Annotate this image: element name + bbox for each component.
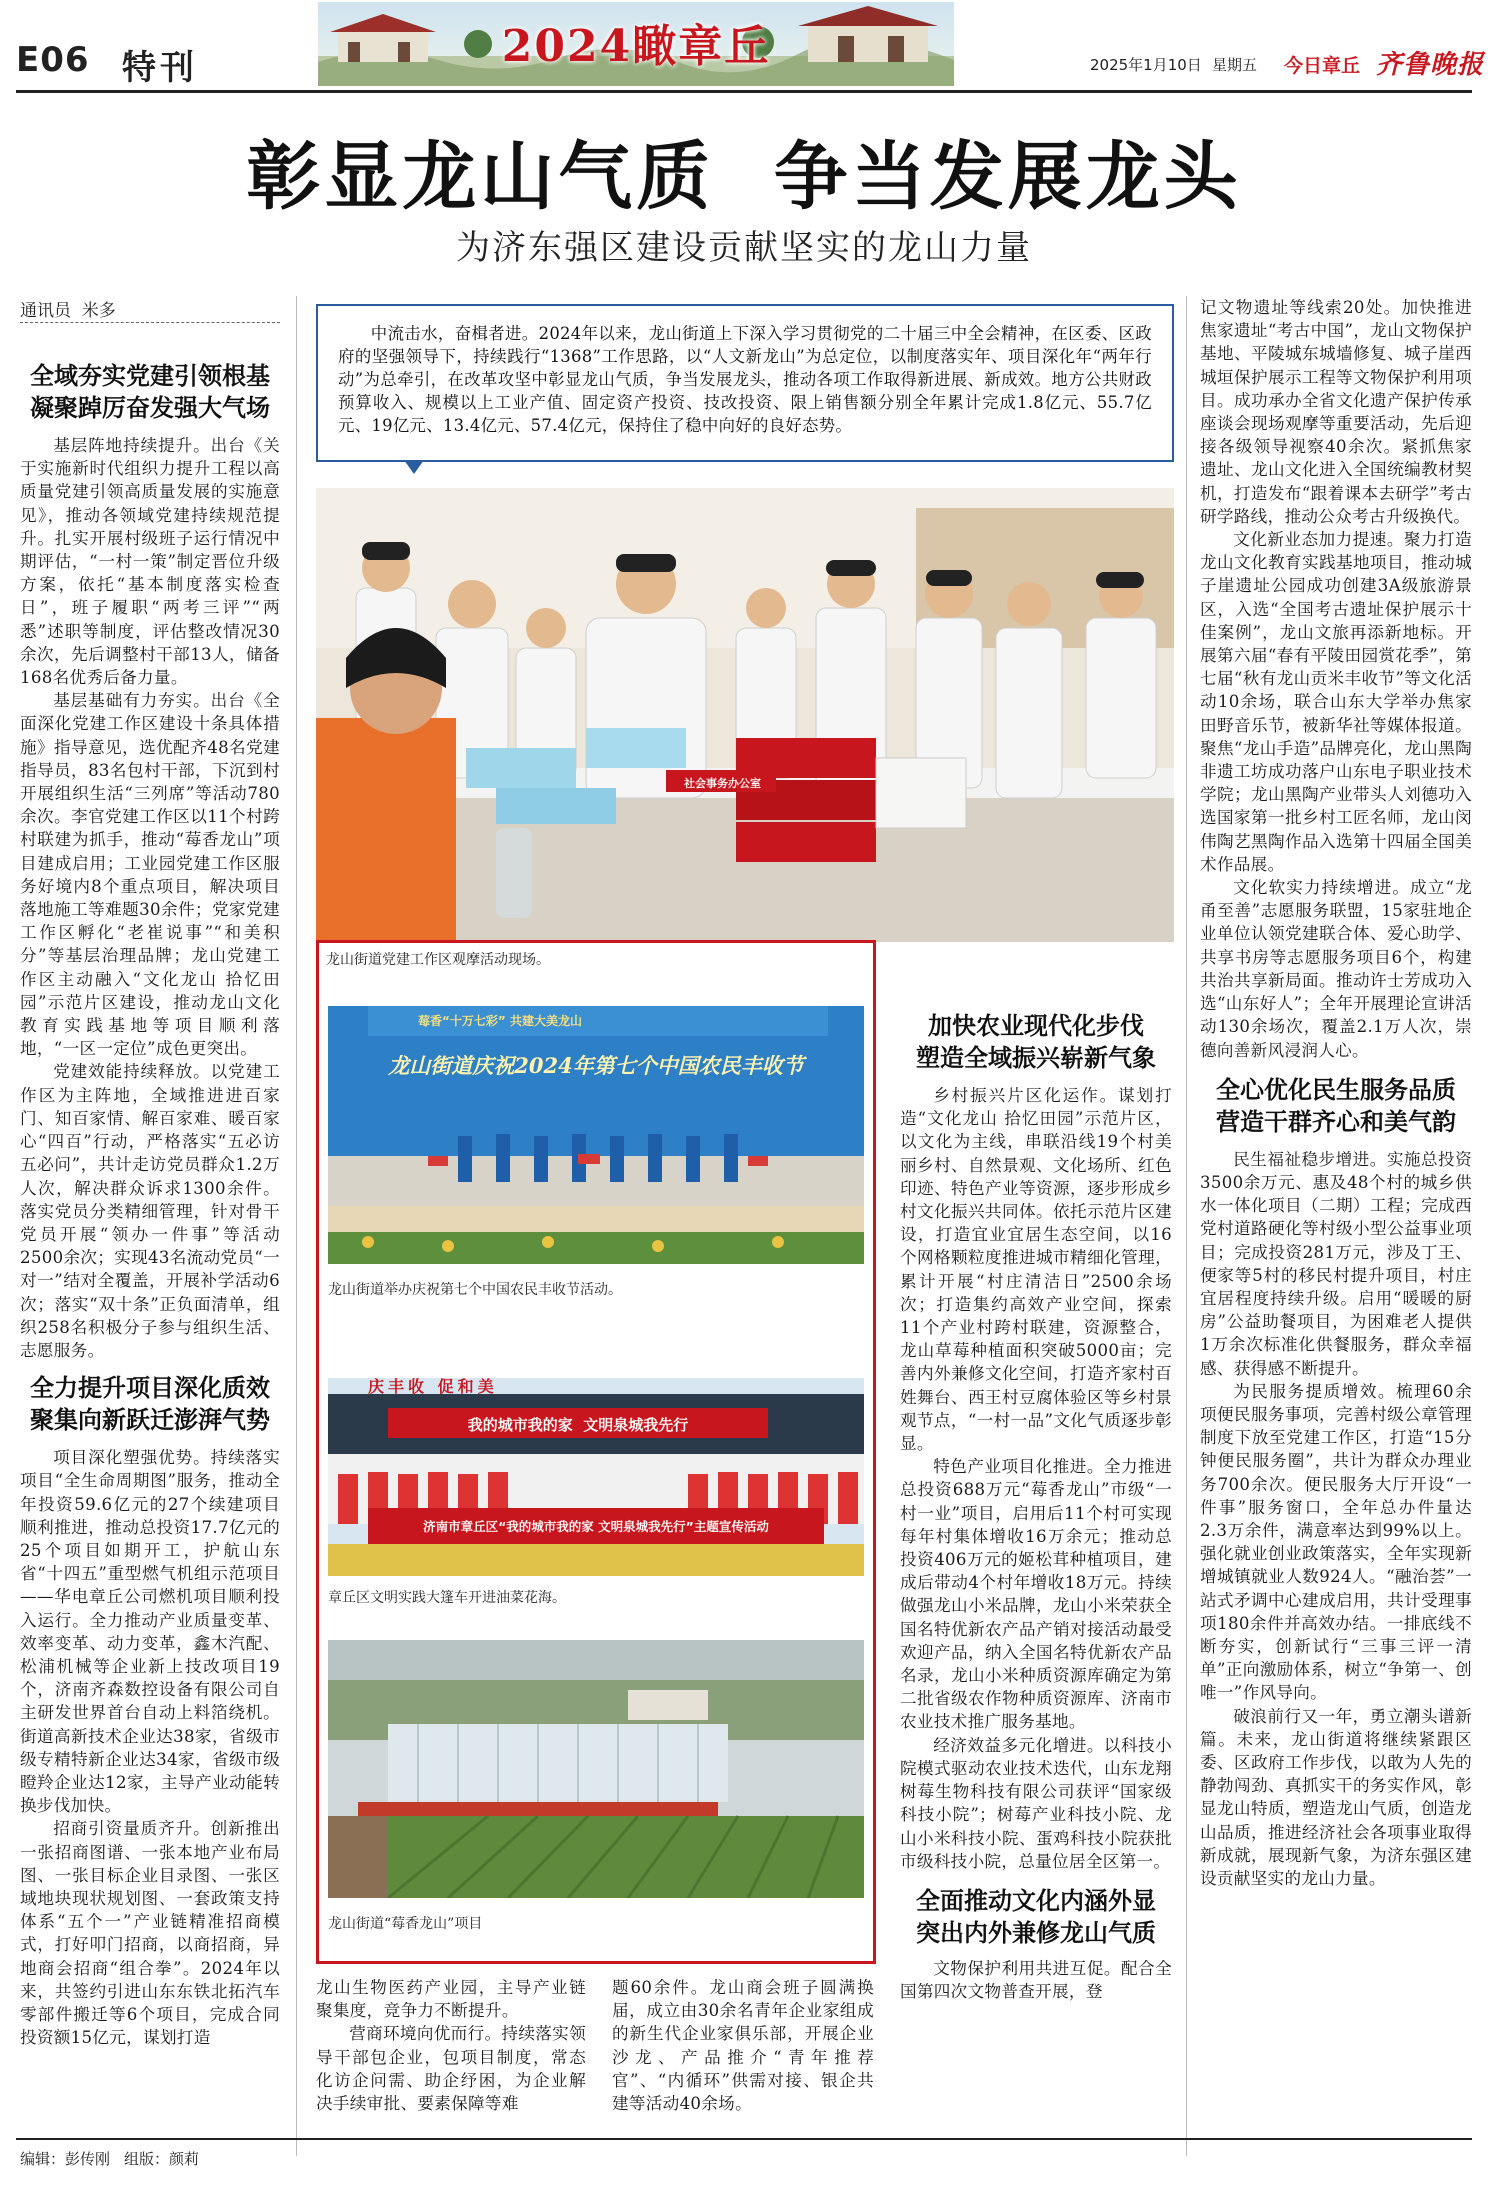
column-1 bbox=[20, 360, 280, 2049]
paragraph: 文物保护利用共进互促。配合全国第四次文物普查开展，登 bbox=[900, 1958, 1172, 2002]
paragraph: 龙山生物医药产业园，主导产业链聚集度，竞争力不断提升。 bbox=[316, 1978, 586, 2021]
lead-text: 中流击水，奋楫者进。2024年以来，龙山街道上下深入学习贯彻党的二十届三中全会精神，在区委、区政府的坚强领导下，持续践行“1368”工作思路，以“人文新龙山”为总定位，以制度落实年、项目深化年“两年行动”为总牵引，在改革攻坚中彰显龙山气质，争当发展龙头，推动各项工作取得新进展、新成效。地方公共财政预算收入、规模以上工业产值、固定资产投资、技改投资、限上销售额分别全年累计完成1.8亿元、55.7亿元、19亿元、13.4亿元、57.4亿元，保持住了稳中向好的良好态势。 bbox=[338, 324, 1152, 435]
photo-desk-sign: 社会事务办公室 bbox=[684, 777, 761, 790]
photo-frame-top bbox=[316, 940, 876, 943]
section-heading-3: 加快农业现代化步伐 塑造全域振兴崭新气象 bbox=[916, 1012, 1156, 1072]
section-heading-1: 全域夯实党建引领根基 凝聚踔厉奋发强大气场 bbox=[30, 362, 270, 422]
column-divider bbox=[1186, 296, 1187, 2156]
paragraph: 特色产业项目化推进。全力推进总投资688万元“莓香龙山”市级“一村一业”项目，启用后11个村可实现每年村集体增收16万余元；推动总投资406万元的姬松茸种植项目，建成后带动4个村年增收18万元。持续做强龙山小米品牌，龙山小米荣获全国名特优新农产品产销对接活动最受欢迎产品，纳入全国名特优新农产品名录，龙山小米种质资源库确定为第二批省级农作物种质资源库、济南市农业技术推广服务基地。 bbox=[900, 1457, 1172, 1732]
paragraph: 为民服务提质增效。梳理60余项便民服务事项，完善村级公章管理制度下放至党建工作区，打造“15分钟便民服务圈”，共计为群众办理业务700余次。便民服务大厅开设“一件事”服务窗口，全年总办件量达2.3万余件，满意率达到99%以上。强化就业创业政策落实，全年实现新增城镇就业人数924人。“融治荟”一站式矛调中心建成启用，共计受理事项180余件并高效办结。一排底线不断夯实，创新试行“三事三评一清单”正向激励体系，树立“争第一、创唯一”作风导向。 bbox=[1200, 1381, 1472, 1703]
paragraph: 营商环境向优而行。持续落实领导干部包企业，包项目制度，常态化访企问需、助企纾困，为企业解决手续审批、要素保障等难 bbox=[316, 2024, 586, 2114]
paragraph: 党建效能持续释放。以党建工作区为主阵地，全域推进进百家门、知百家情、解百家难、暖百家心“四百”行动，严格落实“五必访五必问”，共计走访党员群众1.2万人次，解决群众诉求1300余件。落实党员分类精细管理，针对骨干党员开展“领办一件事”等活动2500余次；实现43名流动党员“一对一”结对全覆盖，开展补学活动6次；落实“双十条”正负面清单，组织258名积极分子参与组织生活、志愿服务。 bbox=[20, 1062, 280, 1360]
paragraph: 民生福祉稳步增进。实施总投资3500余万元、惠及48个村的城乡供水一体化项目（二期）工程；完成西党村道路硬化等村级小型公益事业项目；完成投资281万元，涉及丁王、便家等5村的移民村提升项目，村庄宜居程度持续升级。启用“暖暖的厨房”公益助餐项目，为困难老人提供1万余次标准化供餐服务，群众幸福感、获得感不断提升。 bbox=[1200, 1149, 1472, 1378]
footer-layout: 组版：颜莉 bbox=[124, 2150, 200, 2168]
paragraph: 破浪前行又一年，勇立潮头谱新篇。未来，龙山街道将继续紧跟区委、区政府工作步伐，以敢为人先的静勃闯劲、真抓实干的务实作风，彰显龙山特质，塑造龙山气质，创造龙山品质，推进经济社会各项事业取得新成就，展现新气象，为济东强区建设贡献坚实的龙山力量。 bbox=[1200, 1706, 1472, 1888]
section-body-2 bbox=[20, 1446, 280, 2049]
photo-greenhouse bbox=[328, 1640, 864, 1898]
paragraph: 基层基础有力夯实。出台《全面深化党建工作区建设十条具体措施》指导意见，选优配齐48名党建指导员，83名包村干部，下沉到村开展组织生活“三列席”等活动780余次。李官党建工作区以11个村跨村联建为抓手，推动“莓香龙山”项目建成启用；工业园党建工作区服务好境内8个重点项目，解决项目落地施工等难题30余件；党家党建工作区孵化“老崔说事”“和美积分”等基层治理品牌；龙山党建工作区主动融入“文化龙山 拾忆田园”示范片区建设，推动龙山文化教育实践基地等项目顺利落地，“一区一定位”成色更突出。 bbox=[20, 691, 280, 1059]
paper-logo: 齐鲁晚报 bbox=[1376, 50, 1485, 80]
page-label: E06 bbox=[16, 40, 90, 80]
byline: 通讯员 米多 bbox=[20, 301, 116, 321]
section-heading-2: 全力提升项目深化质效 聚集向新跃迁澎湃气势 bbox=[30, 1374, 270, 1435]
lead-box bbox=[316, 304, 1174, 462]
banner-title: 2024瞰章丘 bbox=[501, 21, 771, 72]
issue-weekday: 星期五 bbox=[1212, 56, 1258, 74]
paragraph: 文化软实力持续增进。成立“龙甬至善”志愿服务联盟，15家驻地企业单位认领党建联合体、爱心助学、共享书房等志愿服务项目6个，构建共治共享新局面。推动许士芳成功入选“山东好人”；全年开展理论宣讲活动130余场次，覆盖2.1万人次，崇德向善新风浸润人心。 bbox=[1200, 878, 1472, 1060]
column-name: 今日章丘 bbox=[1284, 55, 1361, 77]
footer-editor: 编辑：彭传刚 bbox=[20, 2150, 111, 2168]
section-body-3 bbox=[900, 1084, 1172, 1873]
column-4 bbox=[1200, 296, 1472, 1890]
photo-bus-slogan: 我的城市我的家 文明泉城我先行 bbox=[467, 1416, 689, 1434]
photo-arch-text: 庆丰收 促和美 bbox=[368, 1378, 498, 1396]
paragraph: 基层阵地持续提升。出台《关于实施新时代组织力提升工程以高质量党建引领高质量发展的实施意见》，推动各领域党建持续规范提升。扎实开展村级班子运行情况中期评估，“一村一策”制定晋位升级方案，依托“基本制度落实检查日”，班子履职“两考三评”“两悉”述职等制度，评估整改情况30余次，先后调整村干部13人，储备168名优秀后备力量。 bbox=[20, 436, 280, 688]
section-heading-5: 全心优化民生服务品质 营造干群齐心和美气韵 bbox=[1216, 1075, 1456, 1136]
column-divider bbox=[296, 296, 297, 2156]
column-3 bbox=[900, 1010, 1172, 2003]
caption-photo-4: 龙山街道“莓香龙山”项目 bbox=[328, 1916, 483, 1932]
caption-photo-2: 龙山街道举办庆祝第七个中国农民丰收节活动。 bbox=[328, 1282, 622, 1298]
photo-civilization-bus bbox=[328, 1378, 864, 1576]
issue-date: 2025年1月10日 bbox=[1090, 56, 1202, 74]
paragraph: 项目深化塑强优势。持续落实项目“全生命周期图”服务，推动全年投资59.6亿元的27个续建项目顺利推进，推动总投资17.7亿元的25个项目如期开工，护航山东省“十四五”重型燃气机组示范项目——华电章丘公司燃机项目顺利投入运行。全力推动产业质量变革、效率变革、动力变革，鑫木汽配、松浦机械等企业新上技改项目19个，济南齐森数控设备有限公司自主研发世界首台自动上料箔绕机。街道高新技术企业达38家，省级市级专精特新企业达34家，省级市级瞪羚企业达12家，主导产业动能转换步伐加快。 bbox=[20, 1448, 280, 1816]
photo-group-banner: 济南市章丘区“我的城市我的家 文明泉城我先行”主题宣传活动 bbox=[423, 1519, 769, 1534]
bottom-column-b bbox=[612, 1976, 874, 2115]
sub-headline: 为济东强区建设贡献坚实的龙山力量 bbox=[456, 228, 1032, 268]
photo-banner-top-text: 莓香“十万七彩” 共建大美龙山 bbox=[418, 1014, 582, 1028]
paragraph: 乡村振兴片区化运作。谋划打造“文化龙山 拾忆田园”示范片区，以文化为主线，串联沿线19个村美丽乡村、自然景观、文化场所、红色印迹、特色产业等资源，逐步形成乡村文化振兴共同体。依托示范片区建设，打造宜业宜居生态空间，以16个网格颗粒度推进城市精细化管理，累计开展“村庄清洁日”2500余场次；打造集约高效产业空间，探索11个产业村跨村联建，资源整合，龙山草莓种植面积突破5000亩；完善内外兼修文化空间，打造齐家村百姓舞台、西王村豆腐体验区等乡村景观节点，“一村一品”文化气质逐步彰显。 bbox=[900, 1086, 1172, 1454]
main-headline: 彰显龙山气质 争当发展龙头 bbox=[246, 134, 1242, 220]
bottom-column-a bbox=[316, 1976, 586, 2115]
section-label: 特刊 bbox=[122, 48, 198, 88]
paragraph: 文化新业态加力提速。聚力打造龙山文化教育实践基地项目，推动城子崖遗址公园成功创建3A级旅游景区，入选“全国考古遗址保护展示十佳案例”，龙山文旅再添新地标。开展第六届“春有平陵田园赏花季”，第七届“秋有龙山贡米丰收节”等文化活动10余场，联合山东大学举办焦家田野音乐节，被新华社等媒体报道。聚焦“龙山手造”品牌亮化，龙山黑陶非遗工坊成功落户山东电子职业技术学院；龙山黑陶产业带头人刘德功入选国家第一批乡村工匠名师，龙山闵伟陶艺黑陶作品入选第十四届全国美术作品展。 bbox=[1200, 530, 1472, 874]
photo-banner-text: 龙山街道庆祝2024年第七个中国农民丰收节 bbox=[388, 1053, 804, 1078]
paragraph: 题60余件。龙山商会班子圆满换届，成立由30余名青年企业家组成的新生代企业家俱乐部，开展企业沙龙、产品推介“青年推荐官”、“内循环”供需对接、银企共建等活动40余场。 bbox=[612, 1978, 874, 2114]
banner bbox=[318, 2, 954, 86]
byline-rule bbox=[20, 322, 280, 323]
photo-harvest-festival bbox=[328, 1006, 864, 1264]
header-rule bbox=[16, 90, 1472, 93]
section-body-1 bbox=[20, 434, 280, 1362]
paragraph: 经济效益多元化增进。以科技小院模式驱动农业技术迭代，山东龙翔树莓生物科技有限公司获评“国家级科技小院”；树莓产业科技小院、龙山小米科技小院、蛋鸡科技小院获批市级科技小院，总量位居全区第一。 bbox=[900, 1735, 1172, 1871]
paragraph: 记文物遗址等线索20处。加快推进焦家遗址“考古中国”，龙山文物保护基地、平陵城东城墙修复、城子崖西城垣保护展示工程等文物保护利用项目。成功承办全省文化遗产保护传承座谈会现场观摩等重要活动，先后迎接各级领导视察40余次。紧抓焦家遗址、龙山文化进入全国统编教材契机，打造发布“跟着课本去研学”考古研学路线，推动公众考古升级换代。 bbox=[1200, 298, 1472, 526]
photo-inspection bbox=[316, 488, 1174, 942]
section-heading-4: 全面推动文化内涵外显 突出内外兼修龙山气质 bbox=[916, 1886, 1156, 1947]
section-body-4 bbox=[900, 1957, 1172, 2003]
section-body-4-cont bbox=[1200, 296, 1472, 1062]
caption-photo-3: 章丘区文明实践大篷车开进油菜花海。 bbox=[328, 1590, 566, 1606]
section-body-5 bbox=[1200, 1148, 1472, 1891]
paragraph: 招商引资量质齐升。创新推出一张招商图谱、一张本地产业布局图、一张目标企业目录图、一张区域地块现状规划图、一套政策支持体系“五个一”产业链精准招商模式，打好叩门招商，以商招商，异地商会招商“组合拳”。2024年以来，共签约引进山东东铁北拓汽车零部件搬迁等6个项目，完成合同投资额15亿元，谋划打造 bbox=[20, 1819, 280, 2048]
footer-rule bbox=[16, 2138, 1472, 2140]
caption-photo-1: 龙山街道党建工作区观摩活动现场。 bbox=[326, 952, 550, 968]
lead-box-pointer bbox=[404, 460, 424, 474]
